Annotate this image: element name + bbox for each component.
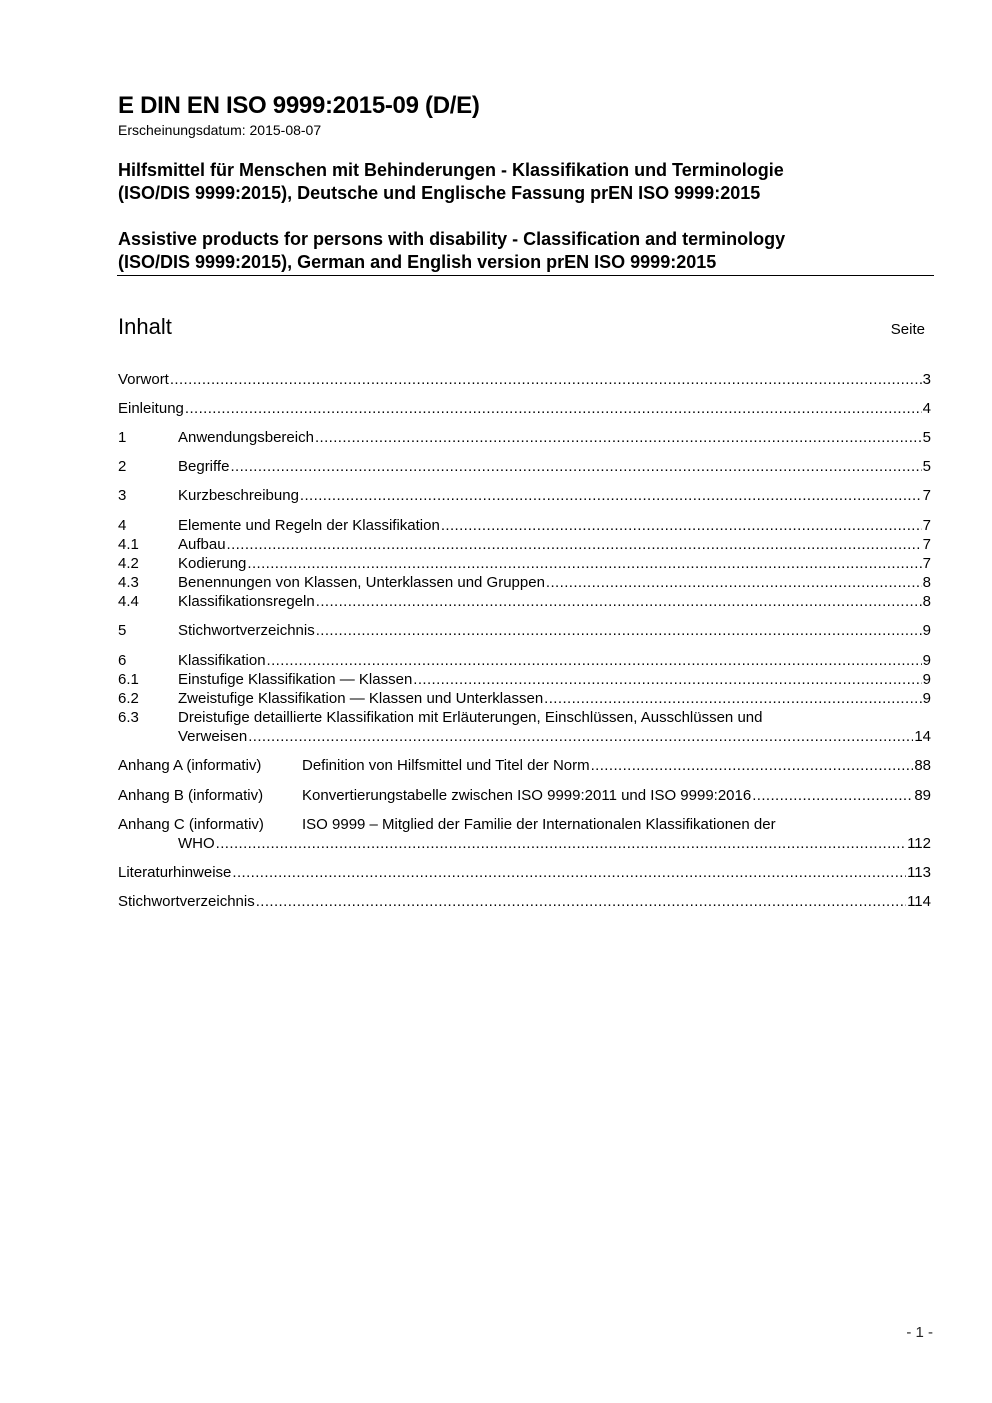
toc-entry-text: Klassifikation bbox=[178, 652, 266, 669]
toc-entry-text-line-1: Dreistufige detaillierte Klassifikation mit Erläuterungen, Einschlüssen, Ausschlüssen und bbox=[178, 709, 763, 726]
toc-leader-dots bbox=[185, 399, 922, 418]
toc-entry-text: Begriffe bbox=[178, 458, 230, 475]
toc-entry-page: 9 bbox=[922, 652, 931, 669]
toc-leader-dots bbox=[544, 689, 921, 708]
toc-entry-text: Anwendungsbereich bbox=[178, 429, 314, 446]
toc-entry-page: 14 bbox=[914, 728, 931, 745]
toc-entry-number: 4.4 bbox=[118, 593, 139, 610]
toc-entry-anhang-c[interactable] bbox=[118, 815, 931, 853]
toc-entry-text: Benennungen von Klassen, Unterklassen und Gruppen bbox=[178, 574, 545, 591]
toc-leader-dots bbox=[247, 554, 921, 573]
toc-leader-dots bbox=[413, 670, 921, 689]
toc-entry-number: 2 bbox=[118, 458, 127, 475]
page-number: - 1 - bbox=[906, 1324, 933, 1341]
toc-entry-4-2[interactable] bbox=[118, 554, 931, 573]
toc-entry-text: Kurzbeschreibung bbox=[178, 487, 299, 504]
toc-entry-page: 5 bbox=[922, 458, 931, 475]
toc-entry-4[interactable] bbox=[118, 516, 931, 535]
toc-entry-text: Elemente und Regeln der Klassifikation bbox=[178, 517, 440, 534]
toc-entry-page: 9 bbox=[922, 671, 931, 688]
toc-entry-page: 7 bbox=[922, 517, 931, 534]
toc-entry-text: Vorwort bbox=[118, 371, 169, 388]
toc-entry-page: 9 bbox=[922, 690, 931, 707]
toc-leader-dots bbox=[216, 834, 906, 853]
toc-leader-dots bbox=[267, 651, 922, 670]
toc-entry-number: 6.1 bbox=[118, 671, 139, 688]
toc-entry-page: 113 bbox=[907, 864, 931, 881]
toc-entry-text-line-1: ISO 9999 – Mitglied der Familie der Internationalen Klassifikationen der bbox=[302, 816, 776, 833]
document-title: E DIN EN ISO 9999:2015-09 (D/E) bbox=[118, 92, 480, 119]
toc-entry-text: Zweistufige Klassifikation — Klassen und Unterklassen bbox=[178, 690, 544, 707]
toc-entry-text: Stichwortverzeichnis bbox=[118, 893, 255, 910]
toc-entry-text: Einstufige Klassifikation — Klassen bbox=[178, 671, 413, 688]
english-title bbox=[118, 228, 785, 274]
toc-entry-page: 8 bbox=[922, 574, 931, 591]
toc-entry-text-line-2: WHO bbox=[178, 835, 215, 852]
toc-entry-number: 5 bbox=[118, 622, 127, 639]
toc-entry-page: 7 bbox=[922, 487, 931, 504]
toc-leader-dots bbox=[230, 457, 921, 476]
toc-entry-text: Kodierung bbox=[178, 555, 247, 572]
german-title-line-2: (ISO/DIS 9999:2015), Deutsche und Englische Fassung prEN ISO 9999:2015 bbox=[118, 183, 761, 203]
toc-leader-dots bbox=[256, 892, 906, 911]
toc-entry-page: 5 bbox=[922, 429, 931, 446]
toc-entry-anhang-a[interactable] bbox=[118, 756, 931, 775]
toc-entry-stichwortverzeichnis[interactable] bbox=[118, 892, 931, 911]
toc-entry-text: Klassifikationsregeln bbox=[178, 593, 315, 610]
toc-leader-dots bbox=[248, 727, 913, 746]
toc-entry-6-2[interactable] bbox=[118, 689, 931, 708]
toc-leader-dots bbox=[300, 486, 922, 505]
toc-entry-number: 1 bbox=[118, 429, 127, 446]
toc-leader-dots bbox=[591, 756, 914, 775]
english-title-line-1: Assistive products for persons with disability - Classification and terminology bbox=[118, 229, 786, 249]
toc-annex-label: Anhang B (informativ) bbox=[118, 787, 264, 804]
toc-entry-3[interactable] bbox=[118, 486, 931, 505]
toc-entry-text: Stichwortverzeichnis bbox=[178, 622, 315, 639]
toc-entry-page: 89 bbox=[914, 787, 931, 804]
toc-entry-page: 9 bbox=[922, 622, 931, 639]
toc-entry-page: 112 bbox=[907, 835, 931, 852]
toc-entry-literaturhinweise[interactable] bbox=[118, 863, 931, 882]
toc-entry-page: 8 bbox=[922, 593, 931, 610]
toc-entry-einleitung[interactable] bbox=[118, 399, 931, 418]
toc-leader-dots bbox=[441, 516, 922, 535]
toc-leader-dots bbox=[232, 863, 906, 882]
toc-leader-dots bbox=[752, 786, 913, 805]
toc-entry-page: 114 bbox=[907, 893, 931, 910]
toc-entry-text: Aufbau bbox=[178, 536, 226, 553]
toc-entry-page: 7 bbox=[922, 555, 931, 572]
german-title-line-1: Hilfsmittel für Menschen mit Behinderungen - Klassifikation und Terminologie bbox=[118, 160, 784, 180]
toc-entry-1[interactable] bbox=[118, 428, 931, 447]
german-title bbox=[118, 159, 784, 205]
toc-entry-number: 6.3 bbox=[118, 709, 139, 726]
toc-entry-text: Einleitung bbox=[118, 400, 184, 417]
toc-entry-4-4[interactable] bbox=[118, 592, 931, 611]
toc-leader-dots bbox=[316, 592, 922, 611]
english-title-line-2: (ISO/DIS 9999:2015), German and English version prEN ISO 9999:2015 bbox=[118, 252, 717, 272]
toc-annex-label: Anhang A (informativ) bbox=[118, 757, 262, 774]
publication-date: Erscheinungsdatum: 2015-08-07 bbox=[118, 122, 322, 138]
toc-leader-dots bbox=[227, 535, 922, 554]
toc-entry-number: 6 bbox=[118, 652, 127, 669]
toc-entry-6-3[interactable] bbox=[118, 708, 931, 746]
toc-entry-anhang-b[interactable] bbox=[118, 786, 931, 805]
toc-entry-page: 3 bbox=[922, 371, 931, 388]
toc-heading: Inhalt bbox=[118, 314, 172, 339]
toc-entry-number: 4.2 bbox=[118, 555, 139, 572]
toc-entry-page: 7 bbox=[922, 536, 931, 553]
toc-entry-text-line-2: Verweisen bbox=[178, 728, 248, 745]
toc-entry-number: 4 bbox=[118, 517, 127, 534]
toc-entry-6-1[interactable] bbox=[118, 670, 931, 689]
toc-entry-5[interactable] bbox=[118, 621, 931, 640]
toc-leader-dots bbox=[316, 621, 922, 640]
toc-entry-vorwort[interactable] bbox=[118, 370, 931, 389]
toc-annex-label: Anhang C (informativ) bbox=[118, 816, 264, 833]
header-divider bbox=[117, 275, 934, 276]
toc-leader-dots bbox=[315, 428, 922, 447]
toc-entry-6[interactable] bbox=[118, 651, 931, 670]
toc-leader-dots bbox=[546, 573, 922, 592]
toc-entry-4-3[interactable] bbox=[118, 573, 931, 592]
toc-entry-page: 88 bbox=[914, 757, 931, 774]
toc-entry-number: 4.3 bbox=[118, 574, 139, 591]
toc-leader-dots bbox=[170, 370, 922, 389]
toc-entry-text: Konvertierungstabelle zwischen ISO 9999:2011 und ISO 9999:2016 bbox=[302, 787, 752, 804]
toc-entry-text: Literaturhinweise bbox=[118, 864, 232, 881]
toc-page-column-label: Seite bbox=[890, 321, 925, 338]
toc-entry-text: Definition von Hilfsmittel und Titel der Norm bbox=[302, 757, 590, 774]
toc-entry-number: 6.2 bbox=[118, 690, 139, 707]
toc-entry-number: 3 bbox=[118, 487, 127, 504]
toc-entry-number: 4.1 bbox=[118, 536, 139, 553]
toc-entry-page: 4 bbox=[922, 400, 931, 417]
toc-entry-2[interactable] bbox=[118, 457, 931, 476]
toc-entry-4-1[interactable] bbox=[118, 535, 931, 554]
